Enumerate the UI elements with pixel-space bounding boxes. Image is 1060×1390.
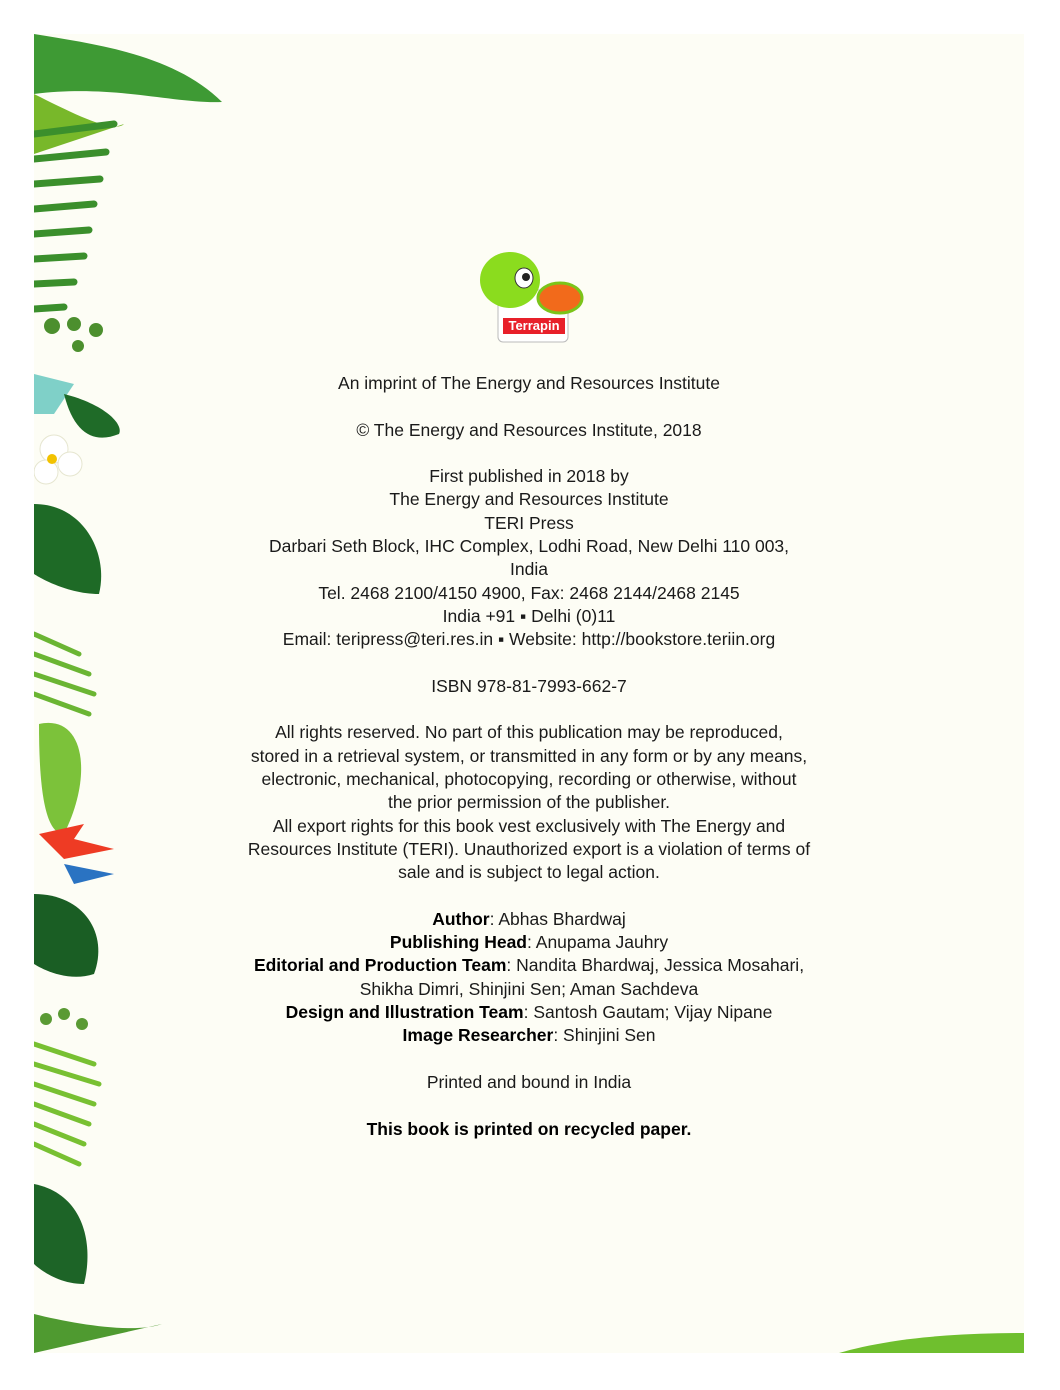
credit-editorial-cont <box>184 978 874 1001</box>
copyright-text <box>184 372 874 1164</box>
publisher-line: Tel. 2468 2100/4150 4900, Fax: 2468 2144/2468 2145 <box>318 582 740 603</box>
credit-editorial <box>184 954 874 977</box>
publisher-line: First published in 2018 by <box>429 466 629 487</box>
rights-line: the prior permission of the publisher. <box>387 792 671 813</box>
credit-names: Shikha Dimri, Shinjini Sen; Aman Sachdeva <box>359 978 699 999</box>
publisher-line: India <box>510 559 548 580</box>
credit-design <box>184 1001 874 1024</box>
credit-names: : Shinjini Sen <box>553 1025 656 1046</box>
credit-role: Publishing Head <box>389 932 528 953</box>
credit-role: Author <box>432 908 490 929</box>
credit-names: : Anupama Jauhry <box>527 932 669 953</box>
credit-image-researcher <box>184 1024 874 1047</box>
rights-line: stored in a retrieval system, or transmitted in any form or by any means, <box>250 745 808 766</box>
rights-line: electronic, mechanical, photocopying, recording or otherwise, without <box>261 769 797 790</box>
imprint-line: An imprint of The Energy and Resources Institute <box>338 373 720 393</box>
grass-ground-icon <box>839 1331 1024 1353</box>
credit-names: : Nandita Bhardwaj, Jessica Mosahari, <box>506 955 805 976</box>
publisher-line: Darbari Seth Block, IHC Complex, Lodhi Road, New Delhi 110 003, <box>268 536 790 557</box>
logo-text: Terrapin <box>508 318 560 333</box>
recycled-line: This book is printed on recycled paper. <box>366 1118 692 1139</box>
rights-line: sale and is subject to legal action. <box>398 862 660 883</box>
rights-line: Resources Institute (TERI). Unauthorized export is a violation of terms of <box>247 838 811 859</box>
credit-names: : Santosh Gautam; Vijay Nipane <box>523 1002 773 1023</box>
printed-line: Printed and bound in India <box>426 1071 632 1092</box>
publisher-block <box>184 465 874 651</box>
publisher-line: India +91 ▪ Delhi (0)11 <box>442 605 616 626</box>
credit-publishing-head <box>184 931 874 954</box>
credit-role: Editorial and Production Team <box>253 955 507 976</box>
credit-role: Design and Illustration Team <box>285 1002 524 1023</box>
rights-block <box>184 721 874 884</box>
rights-line: All export rights for this book vest exclusively with The Energy and <box>272 815 786 836</box>
copyright-line: © The Energy and Resources Institute, 2018 <box>356 419 702 440</box>
credit-author <box>184 908 874 931</box>
isbn: ISBN 978-81-7993-662-7 <box>431 675 627 696</box>
publisher-line: Email: teripress@teri.res.in ▪ Website: http://bookstore.teriin.org <box>282 629 776 650</box>
book-page <box>34 34 1024 1353</box>
rights-line: All rights reserved. No part of this publication may be reproduced, <box>275 722 783 743</box>
publisher-line: The Energy and Resources Institute <box>389 489 669 510</box>
credits-block <box>184 908 874 1048</box>
credit-names: : Abhas Bhardwaj <box>489 908 626 929</box>
terrapin-logo <box>478 250 588 344</box>
credit-role: Image Researcher <box>402 1025 554 1046</box>
publisher-line: TERI Press <box>484 512 574 533</box>
